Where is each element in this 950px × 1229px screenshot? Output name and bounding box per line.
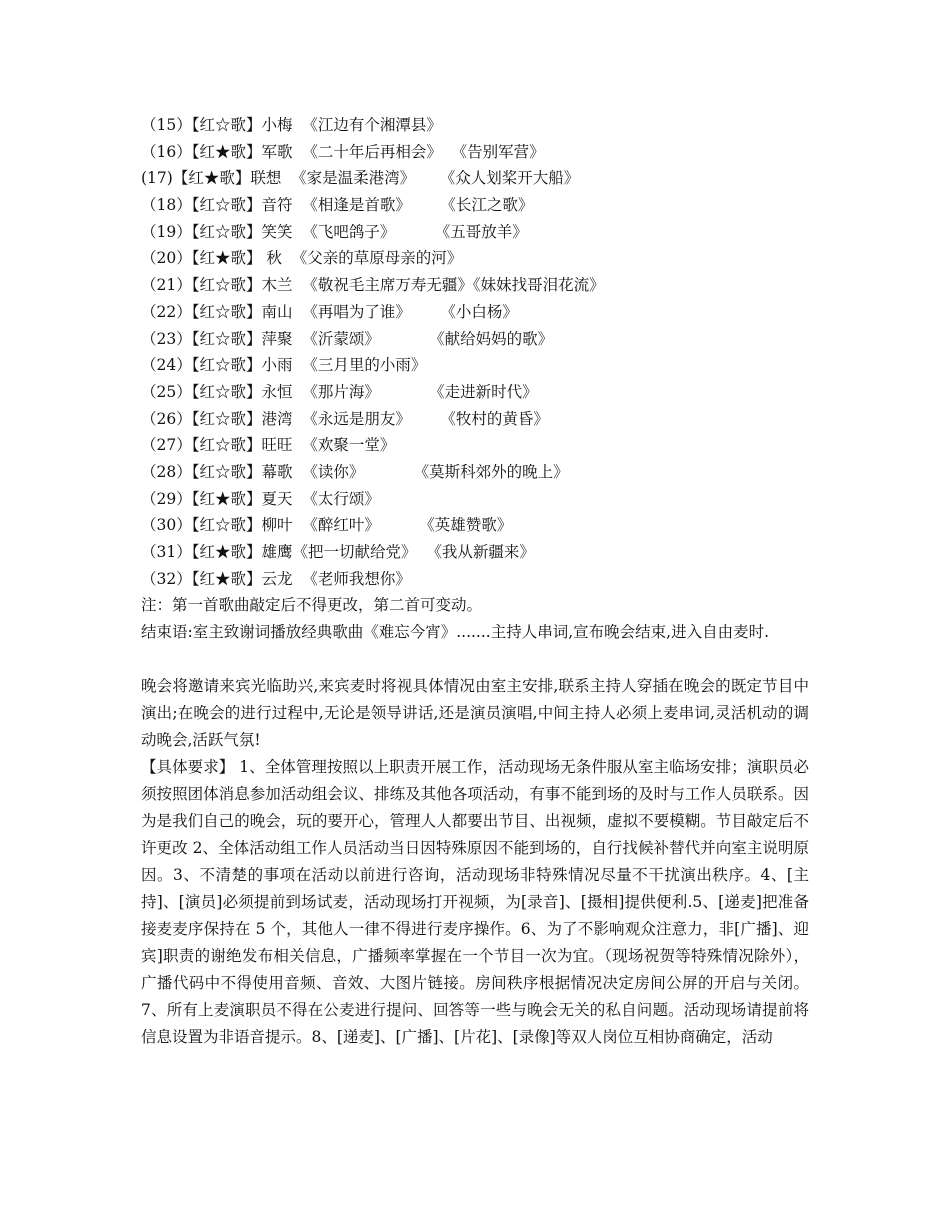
song-entry-26: （26）【红☆歌】港湾 《永远是朋友》 《牧村的黄昏》 [141,409,549,428]
song-entry-25: （25）【红☆歌】永恒 《那片海》 《走进新时代》 [141,382,538,401]
song-entry-28: （28）【红☆歌】幕歌 《读你》 《莫斯科郊外的晚上》 [141,462,569,481]
song-entry-17: (17)【红★歌】联想 《家是温柔港湾》 《众人划桨开大船》 [141,169,580,188]
paragraph-spacer [141,646,809,673]
document-page [141,112,809,1051]
song-entry-16: （16）【红★歌】军歌 《二十年后再相会》 《告别军营》 [141,142,545,161]
song-entry-19: （19）【红☆歌】笑笑 《飞吧鸽子》 《五哥放羊》 [141,222,528,241]
closing-remarks: 结束语:室主致谢词播放经典歌曲《难忘今宵》.......主持人串词,宣布晚会结束,进入自由麦时. [141,623,769,642]
song-entry-32: （32）【红★歌】云龙 《老师我想你》 [141,569,411,588]
guest-arrangement-paragraph: 晚会将邀请来宾光临助兴,来宾麦时将视具体情况由室主安排,联系主持人穿插在晚会的既定节目中演出;在晚会的进行过程中,无论是领导讲话,还是演员演唱,中间主持人必须上麦串词,灵活机动的调动晚会,活跃气氛! [141,677,809,750]
song-entry-24: （24）【红☆歌】小雨 《三月里的小雨》 [141,356,427,375]
song-entry-15: （15）【红☆歌】小梅 《江边有个湘潭县》 [141,116,442,134]
song-entry-29: （29）【红★歌】夏天 《太行颂》 [141,489,380,508]
song-entry-27: （27）【红☆歌】旺旺 《欢聚一堂》 [141,436,396,455]
song-entry-20: （20）【红★歌】 秋 《父亲的草原母亲的河》 [141,249,463,268]
song-entry-22: （22）【红☆歌】南山 《再唱为了谁》 《小白杨》 [141,302,518,321]
song-change-note: 注：第一首歌曲敲定后不得更改，第二首可变动。 [141,596,483,615]
song-list [141,112,809,592]
song-entry-18: （18）【红☆歌】音符 《相逢是首歌》 《长江之歌》 [141,196,534,215]
song-entry-21: （21）【红☆歌】木兰 《敬祝毛主席万寿无疆》《妹妹找哥泪花流》 [141,276,605,295]
song-entry-30: （30）【红☆歌】柳叶 《醉红叶》 《英雄赞歌》 [141,516,513,535]
specific-requirements-paragraph: 【具体要求】 1、全体管理按照以上职责开展工作，活动现场无条件服从室主临场安排；演职员必须按照团体消息参加活动组会议、排练及其他各项活动，有事不能到场的及时与工作人员联系。因为是我们自己的晚会，玩的要开心，管理人人都要出节目、出视频，虚拟不要模糊。节目敲定后不许更改 2、全体活动组工作人员活动当日因特殊原因不能到场的，自行找候补替代并向室主说明原因。3、不清楚的事项在活动以前进行咨询，活动现场非特殊情况尽量不干扰演出秩序。4、[主持]、[演员]必须提前到场试麦，活动现场打开视频，为[录音]、[摄相]提供便利.5、[递麦]把准备接麦麦序保持在 5 个，其他人一律不得进行麦序操作。6、为了不影响观众注意力，非[广播]、迎宾]职责的谢绝发布相关信息，广播频率掌握在一个节目一次为宜。（现场祝贺等特殊情况除外），广播代码中不得使用音频、音效、大图片链接。房间秩序根据情况决定房间公屏的开启与关闭。7、所有上麦演职员不得在公麦进行提问、回答等一些与晚会无关的私自问题。活动现场请提前将信息设置为非语音提示。8、[递麦]、[广播]、[片花]、[录像]等双人岗位互相协商确定，活动 [141,758,809,1047]
song-entry-31: （31）【红★歌】雄鹰《把一切献给党》 《我从新疆来》 [141,543,535,561]
song-entry-23: （23）【红☆歌】萍聚 《沂蒙颂》 《献给妈妈的歌》 [141,329,554,348]
